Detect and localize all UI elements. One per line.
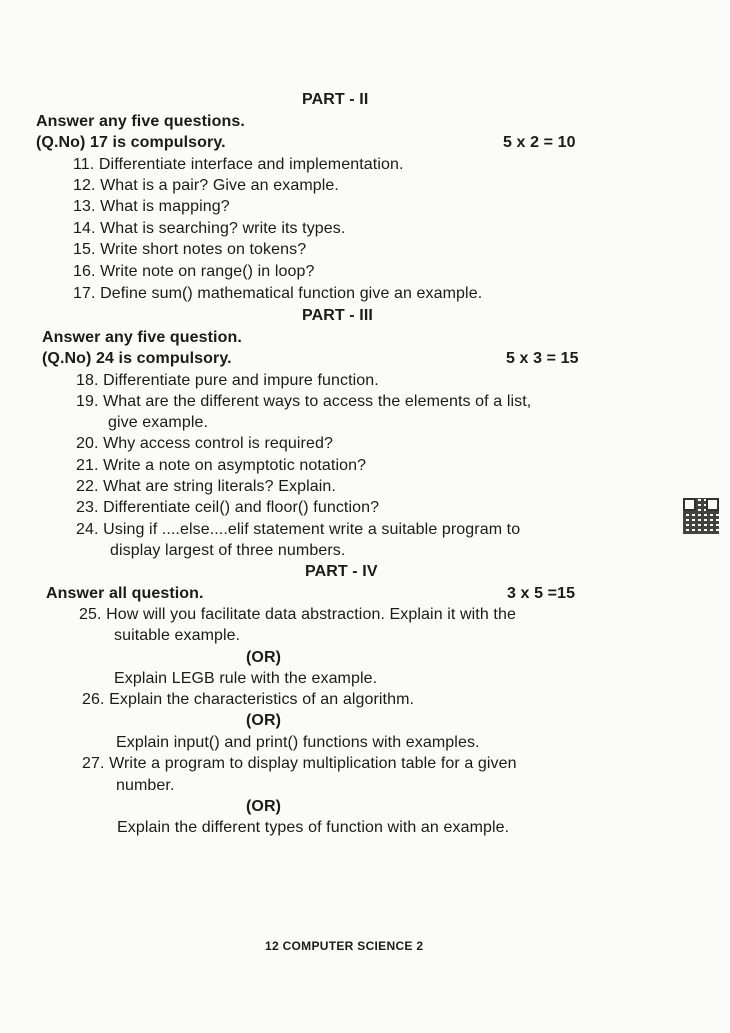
question-18: 18. Differentiate pure and impure function. (76, 372, 379, 389)
page-footer: 12 COMPUTER SCIENCE 2 (265, 939, 424, 953)
question-24: 24. Using if ....else....elif statement write a suitable program to (76, 521, 521, 538)
question-20: 20. Why access control is required? (76, 435, 333, 452)
question-26-alternative: Explain input() and print() functions with examples. (116, 734, 480, 751)
question-22: 22. What are string literals? Explain. (76, 478, 336, 495)
part-2-compulsory: (Q.No) 17 is compulsory. (36, 134, 226, 151)
part-3-instruction: Answer any five question. (42, 329, 242, 346)
question-19-continued: give example. (108, 414, 209, 431)
or-separator-27: (OR) (246, 798, 282, 815)
question-12: 12. What is a pair? Give an example. (73, 177, 339, 194)
question-27: 27. Write a program to display multiplication table for a given (82, 755, 517, 772)
question-13: 13. What is mapping? (73, 198, 230, 215)
or-separator-25: (OR) (246, 649, 282, 666)
question-25-alternative: Explain LEGB rule with the example. (114, 670, 378, 687)
part-4-marks: 3 x 5 =15 (507, 585, 576, 602)
question-23: 23. Differentiate ceil() and floor() function? (76, 499, 380, 516)
question-27-alternative: Explain the different types of function with an example. (117, 819, 510, 836)
question-15: 15. Write short notes on tokens? (73, 241, 307, 258)
question-16: 16. Write note on range() in loop? (73, 263, 315, 280)
question-19: 19. What are the different ways to access the elements of a list, (76, 393, 532, 410)
part-4-heading: PART - IV (305, 563, 378, 580)
question-24-continued: display largest of three numbers. (110, 542, 346, 559)
part-2-heading: PART - II (302, 91, 369, 108)
question-17: 17. Define sum() mathematical function give an example. (73, 285, 483, 302)
question-21: 21. Write a note on asymptotic notation? (76, 457, 367, 474)
or-separator-26: (OR) (246, 712, 282, 729)
qr-code-icon (683, 498, 719, 534)
part-2-marks: 5 x 2 = 10 (503, 134, 576, 151)
part-3-heading: PART - III (302, 307, 373, 324)
question-26: 26. Explain the characteristics of an algorithm. (82, 691, 415, 708)
part-2-instruction: Answer any five questions. (36, 113, 245, 130)
question-25-continued: suitable example. (114, 627, 241, 644)
question-14: 14. What is searching? write its types. (73, 220, 346, 237)
question-11: 11. Differentiate interface and implementation. (73, 156, 404, 173)
question-27-continued: number. (116, 777, 175, 794)
question-25: 25. How will you facilitate data abstraction. Explain it with the (79, 606, 516, 623)
part-3-marks: 5 x 3 = 15 (506, 350, 579, 367)
part-4-instruction: Answer all question. (46, 585, 204, 602)
part-3-compulsory: (Q.No) 24 is compulsory. (42, 350, 232, 367)
